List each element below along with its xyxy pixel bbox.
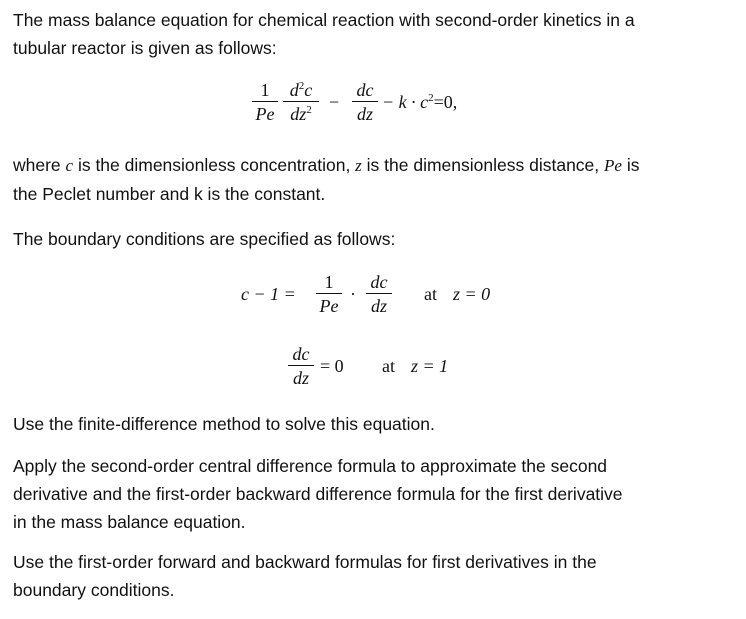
apply-paragraph <box>13 452 731 536</box>
bc2-rhs: = 0 <box>320 356 344 376</box>
bc1-dot: · <box>350 284 356 304</box>
minus-sign: − <box>329 92 340 112</box>
fraction-1-over-pe: 1 Pe <box>252 80 278 124</box>
bc1-at: at <box>424 284 437 304</box>
bcs-line-1: Use the first-order forward and backward formulas for first derivatives in the <box>13 552 597 572</box>
bc-intro: The boundary conditions are specified as follows: <box>13 229 396 249</box>
bc1-lhs: c − 1 = <box>241 284 296 304</box>
reaction-term: − $k \cdot c^2=0$, <box>382 92 458 112</box>
bc2-condition: z = 1 <box>411 356 449 376</box>
intro-line-1: The mass balance equation for chemical reaction with second-order kinetics in a <box>13 10 635 30</box>
apply-line-3: in the mass balance equation. <box>13 512 246 532</box>
bcs-paragraph <box>13 548 731 604</box>
bc2-fraction-derivative: dc dz <box>288 344 314 388</box>
method-paragraph: Use the finite-difference method to solve this equation. <box>13 414 435 434</box>
apply-line-2: derivative and the first-order backward difference formula for the first derivative <box>13 484 623 504</box>
where-line-2: the Peclet number and k is the constant. <box>13 184 326 204</box>
intro-line-2: tubular reactor is given as follows: <box>13 38 277 58</box>
bc1-condition: z = 0 <box>453 284 491 304</box>
bc2-at: at <box>382 356 395 376</box>
bcs-line-2: boundary conditions. <box>13 580 175 600</box>
where-paragraph <box>13 151 731 208</box>
intro-paragraph <box>13 6 731 62</box>
fraction-first-derivative: dc dz <box>352 80 378 124</box>
bc1-fraction-1-over-pe: 1 Pe <box>316 272 342 316</box>
fraction-second-derivative: $d^2c$ $dz^2$ <box>283 80 319 124</box>
apply-line-1: Apply the second-order central difference formula to approximate the second <box>13 456 608 476</box>
where-line-1: where c is the dimensionless concentration, z is the dimensionless distance, Pe is <box>13 155 640 175</box>
bc1-fraction-derivative: dc dz <box>366 272 392 316</box>
